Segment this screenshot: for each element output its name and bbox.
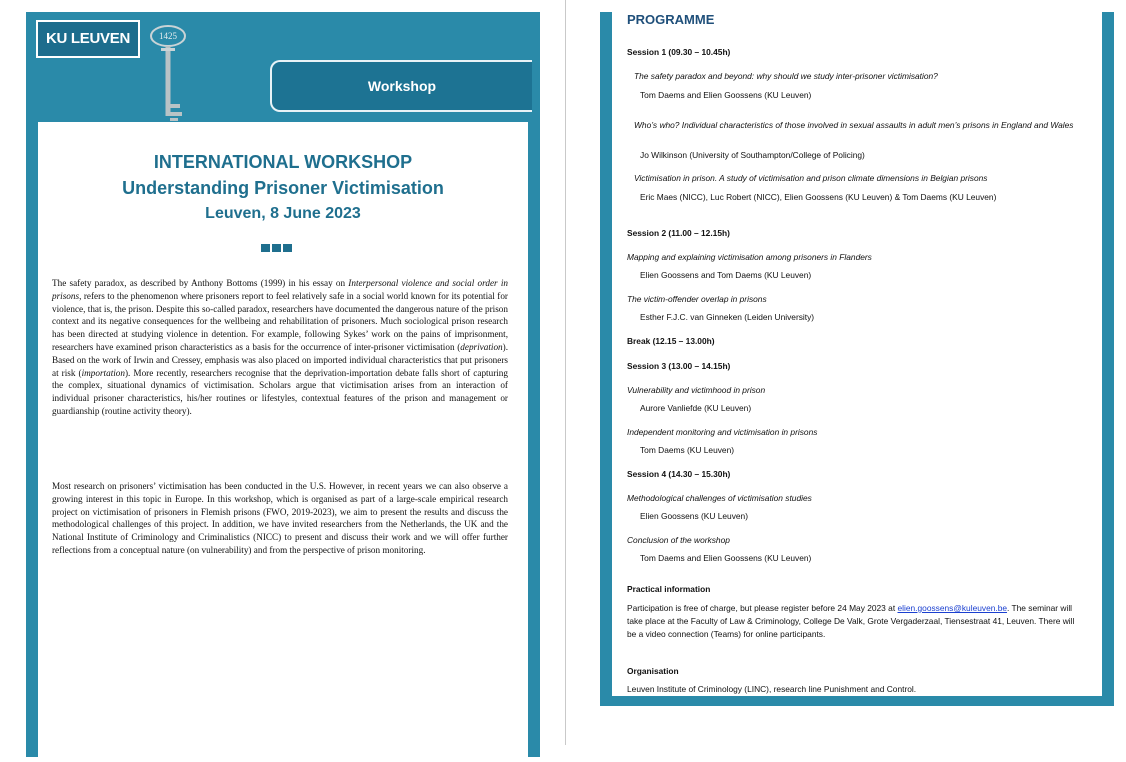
programme-heading: PROGRAMME — [627, 12, 715, 27]
workshop-date: Leuven, 8 June 2023 — [205, 205, 361, 222]
speaker-line: Jo Wilkinson (University of Southampton/College of Policing) — [640, 150, 865, 160]
talk-title: The safety paradox and beyond: why should we study inter-prisoner victimisation? — [634, 71, 938, 81]
programme-section-heading: Break (12.15 – 13.00h) — [627, 336, 715, 346]
talk-title: Victimisation in prison. A study of victimisation and prison climate dimensions in Belgian prisons — [634, 173, 988, 183]
flyer-content — [38, 122, 528, 762]
speaker-line: Tom Daems (KU Leuven) — [640, 445, 735, 455]
speaker-line: Elien Goossens (KU Leuven) — [640, 511, 748, 521]
organisation-text: Leuven Institute of Criminology (LINC), research line Punishment and Control. — [627, 684, 917, 694]
programme-section-heading: Session 3 (13.00 – 14.15h) — [627, 361, 731, 371]
talk-title: Vulnerability and victimhood in prison — [627, 385, 766, 395]
talk-title: The victim-offender overlap in prisons — [627, 294, 767, 304]
workshop-title-line2: Understanding Prisoner Victimisation — [122, 178, 444, 198]
programme-section-heading: Session 1 (09.30 – 10.45h) — [627, 47, 731, 57]
speaker-line: Elien Goossens and Tom Daems (KU Leuven) — [640, 270, 812, 280]
programme-section-heading: Session 4 (14.30 – 15.30h) — [627, 469, 731, 479]
talk-title: Who’s who? Individual characteristics of those involved in sexual assaults in adult men’s prisons in England and Wales — [634, 120, 1074, 130]
talk-title: Mapping and explaining victimisation among prisoners in Flanders — [627, 252, 872, 262]
flyer-page-1 — [26, 12, 540, 757]
talk-title: Methodological challenges of victimisation studies — [627, 493, 812, 503]
flyer-page-2 — [600, 12, 1114, 706]
practical-information-text: Participation is free of charge, but please register before 24 May 2023 at elien.goossens@kuleuven.be. The seminar will take place at the Faculty of Law & Criminology, College De Valk, Grote Vergaderzaal, Tiensestraat 41, Leuven. There will be a video connection (Teams) for online participants. — [627, 603, 1075, 639]
speaker-line: Aurore Vanliefde (KU Leuven) — [640, 403, 752, 413]
ku-leuven-logo: KU LEUVEN — [36, 20, 140, 58]
page-divider — [565, 0, 566, 745]
speaker-line: Eric Maes (NICC), Luc Robert (NICC), Elien Goossens (KU Leuven) & Tom Daems (KU Leuven) — [640, 192, 997, 202]
workshop-title-line1: INTERNATIONAL WORKSHOP — [153, 152, 413, 172]
talk-title: Conclusion of the workshop — [627, 535, 730, 545]
intro-paragraph: The safety paradox, as described by Anthony Bottoms (1999) in his essay on Interpersonal violence and social order in prisons, refers to the phenomenon where prisoners report to feel relatively safe in a social world known for its potential for violence, that is, the prison. Despite this so-called paradox, researchers have documented the dangerous nature of the prison context and its negative consequences for the wellbeing and rehabilitation of prisoners. Much sociological prison research has been directed at studying violence in detention. For example, following Sykes’ work on the pains of imprisonment, researchers have examined prison characteristics as a basis for the occurrence of inter-prisoner victimisation (deprivation). Based on the work of Irwin and Cressey, emphasis was also placed on imported individual characteristics that put prisoners at risk (importation). More recently, researchers recognise that the deprivation-importation debate falls short of capturing the complex, situational dynamics of victimisation. Scholars argue that victimisation arises from an interaction of individual prisoner characteristics, his/her routines or lifestyles, contextual features of the prison and management or guardianship (routine activity theory). — [52, 278, 508, 416]
registration-email-link[interactable]: elien.goossens@kuleuven.be — [897, 603, 1008, 613]
decorative-squares — [261, 244, 292, 252]
speaker-line: Esther F.J.C. van Ginneken (Leiden University) — [640, 312, 815, 322]
talk-title: Independent monitoring and victimisation in prisons — [627, 427, 818, 437]
second-paragraph: Most research on prisoners’ victimisation has been conducted in the U.S. However, in recent years we can also observe a growing interest in this topic in Europe. In this workshop, which is organised as part of a large-scale empirical research project on victimisation of prisoners in Flemish prisons (FWO, 2019-2023), we aim to present the results and discuss the methodological challenges of this project. In addition, we have invited researchers from the Netherlands, the UK and the National Institute of Criminology and Criminalistics (NICC) to present and discuss their work and we will offer further reflections from a conceptual nature (on vulnerability) and from the perspective of prison monitoring. — [52, 481, 508, 555]
programme-section-heading: Session 2 (11.00 – 12.15h) — [627, 228, 730, 238]
key-icon — [148, 24, 188, 124]
workshop-tab: Workshop — [270, 60, 532, 112]
programme-section-heading: Organisation — [627, 666, 679, 676]
svg-text:1425: 1425 — [159, 31, 177, 41]
speaker-line: Tom Daems and Elien Goossens (KU Leuven) — [640, 553, 812, 563]
speaker-line: Tom Daems and Elien Goossens (KU Leuven) — [640, 90, 812, 100]
programme-section-heading: Practical information — [627, 584, 711, 594]
programme-content — [612, 12, 1102, 696]
